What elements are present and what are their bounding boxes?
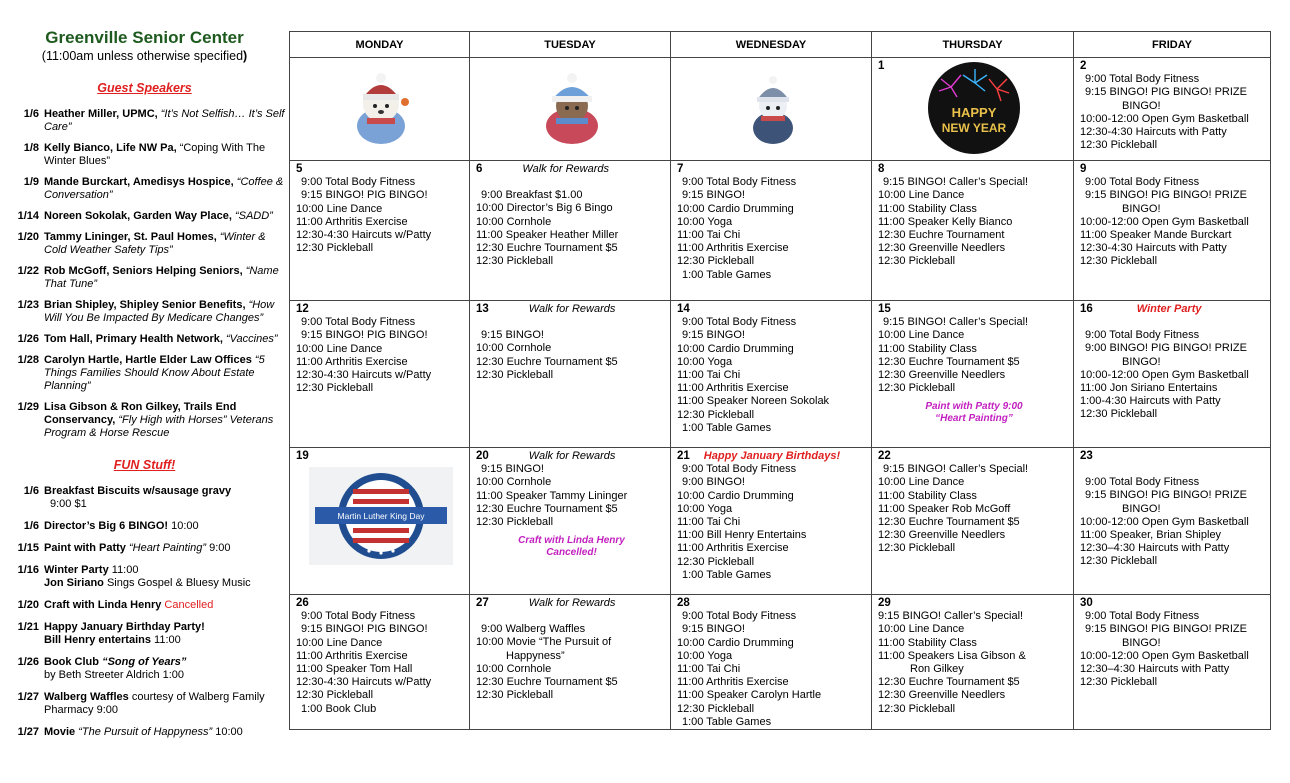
day-cell-9 — [1074, 161, 1271, 301]
event: 10:00 Cornhole — [476, 662, 552, 675]
event: 12:30 Euchre Tournament $5 — [476, 676, 618, 689]
day-title: Walk for Rewards — [528, 450, 616, 462]
event: 12:30 Pickleball — [476, 689, 554, 702]
event: 12:30 Euchre Tournament $5 — [878, 676, 1020, 689]
event: 12:30-4:30 Haircuts w/Patty — [296, 229, 432, 242]
day-number: 13 — [476, 303, 489, 315]
event: 11:00 Speaker Heather Miller — [476, 228, 619, 241]
day-number: 21 — [677, 450, 690, 462]
event: 10:00 Line Dance — [296, 202, 383, 215]
event: 11:00 Stability Class — [878, 636, 977, 649]
day-cell-28 — [671, 595, 872, 730]
header-friday: FRIDAY — [1074, 32, 1271, 58]
event: 9:00 BINGO! — [682, 476, 745, 489]
event: BINGO! — [1122, 202, 1161, 215]
day-cell-1 — [872, 58, 1074, 161]
day-title: Winter Party — [1136, 303, 1202, 315]
event: 12:30 Pickleball — [1080, 139, 1158, 152]
fun-entry: 1/26 Book Club “Song of Years” by Beth Streeter Aldrich 1:00 — [17, 656, 187, 681]
event: 12:30 Pickleball — [878, 382, 956, 395]
day-cell-19 — [290, 448, 470, 595]
event: 1:00 Table Games — [682, 568, 772, 581]
event: 12:30 Euchre Tournament $5 — [476, 355, 618, 368]
event: 9:15 BINGO! — [682, 623, 745, 636]
event: 10:00 Line Dance — [878, 189, 965, 202]
week-row-2 — [290, 161, 1271, 301]
event: 10:00 Yoga — [677, 215, 733, 228]
day-cell-12 — [290, 301, 470, 448]
bear-winter-illustration — [296, 60, 466, 156]
event: Ron Gilkey — [910, 663, 964, 676]
event: 9:15 BINGO! PIG BINGO! PRIZE — [1085, 189, 1247, 202]
center-subtitle: (11:00am unless otherwise specified) — [41, 49, 248, 63]
day-cell-14 — [671, 301, 872, 448]
day-number: 1 — [878, 60, 885, 72]
speaker-entry: 1/20 Tammy Lininger, St. Paul Homes, “Winter & Cold Weather Safety Tips” — [17, 231, 266, 256]
header-monday: MONDAY — [290, 32, 470, 58]
fun-stuff-heading: FUN Stuff! — [113, 458, 176, 472]
event: 9:15 BINGO! — [682, 189, 745, 202]
event: 12:30 Pickleball — [296, 689, 374, 702]
event: 9:00 Walberg Waffles — [481, 623, 586, 636]
day-cell-16 — [1074, 301, 1271, 448]
happy-new-year-illustration — [927, 61, 1021, 155]
event: 12:30 Euchre Tournament — [878, 229, 1005, 242]
day-title: Walk for Rewards — [528, 597, 616, 609]
event: 12:30 Euchre Tournament $5 — [476, 242, 618, 255]
day-number: 26 — [296, 597, 309, 609]
event: 11:00 Tai Chi — [677, 229, 741, 242]
event: 9:15 BINGO! PIG BINGO! PRIZE — [1085, 86, 1247, 99]
event: BINGO! — [1122, 502, 1161, 515]
event: 12:30 Euchre Tournament $5 — [476, 502, 618, 515]
event: 9:00 Total Body Fitness — [682, 610, 797, 623]
event: 12:30-4:30 Haircuts with Patty — [1080, 126, 1227, 139]
event: 11:00 Tai Chi — [677, 663, 741, 676]
event: 11:00 Jon Siriano Entertains — [1080, 382, 1218, 395]
ny-text-1: HAPPY — [951, 105, 997, 121]
event: 1:00-4:30 Haircuts with Patty — [1080, 395, 1221, 408]
day-number: 7 — [677, 163, 684, 175]
event: 10:00 Line Dance — [878, 329, 965, 342]
event: 10:00-12:00 Open Gym Basketball — [1080, 649, 1249, 662]
event: 10:00 Cardio Drumming — [677, 489, 794, 502]
fun-entry: 1/21 Happy January Birthday Party! Bill Henry entertains 11:00 — [17, 621, 205, 646]
event: 10:00 Line Dance — [878, 623, 965, 636]
event: 12:30 Greenville Needlers — [878, 529, 1006, 542]
event: 12:30 Pickleball — [677, 255, 755, 268]
speaker-entry: 1/23 Brian Shipley, Shipley Senior Benefits, “How Will You Be Impacted By Medicare Changes” — [17, 299, 275, 324]
day-number: 22 — [878, 450, 891, 462]
event: 9:15 BINGO! PIG BINGO! — [301, 623, 428, 636]
event: 11:00 Arthritis Exercise — [677, 242, 789, 255]
day-number: 28 — [677, 597, 690, 609]
event: 11:00 Speaker Rob McGoff — [878, 502, 1011, 515]
day-cell-art — [470, 58, 671, 161]
week-row-1 — [290, 58, 1271, 161]
day-cell-22 — [872, 448, 1074, 595]
mlk-day-badge — [309, 467, 453, 565]
day-cell-30 — [1074, 595, 1271, 730]
event: 12:30 Pickleball — [476, 368, 554, 381]
event: 9:15 BINGO! — [481, 463, 544, 476]
event: 11:00 Speaker, Brian Shipley — [1080, 529, 1222, 542]
event: Happyness” — [506, 649, 565, 662]
day-number: 23 — [1080, 450, 1093, 462]
event: 10:00 Yoga — [677, 502, 733, 515]
event: 10:00-12:00 Open Gym Basketball — [1080, 112, 1249, 125]
speaker-entry: 1/22 Rob McGoff, Seniors Helping Seniors, “Name That Tune” — [17, 265, 279, 290]
day-number: 30 — [1080, 597, 1093, 609]
event: 10:00 Yoga — [677, 649, 733, 662]
event: 10:00 Line Dance — [878, 476, 965, 489]
calendar-grid — [289, 31, 1271, 730]
sidebar — [0, 28, 289, 748]
event: 9:00 BINGO! PIG BINGO! PRIZE — [1085, 342, 1247, 355]
day-number: 20 — [476, 450, 489, 462]
event: 10:00 Line Dance — [296, 342, 383, 355]
fun-entry: 1/6 Director’s Big 6 BINGO! 10:00 — [23, 520, 199, 532]
event: 9:15 BINGO! PIG BINGO! — [301, 189, 428, 202]
day-cell-13 — [470, 301, 671, 448]
guest-speakers-list — [0, 108, 289, 440]
day-number: 12 — [296, 303, 309, 315]
event: 9:00 Total Body Fitness — [1085, 73, 1200, 86]
event: 10:00 Director’s Big 6 Bingo — [476, 202, 613, 215]
event: BINGO! — [1122, 636, 1161, 649]
event: 12:30 Pickleball — [476, 516, 554, 529]
header-thursday: THURSDAY — [872, 32, 1074, 58]
event: 10:00 Cornhole — [476, 215, 552, 228]
event: 9:15 BINGO! Caller’s Special! — [883, 316, 1029, 329]
day-cell-art — [671, 58, 872, 161]
event: 10:00-12:00 Open Gym Basketball — [1080, 515, 1249, 528]
event: 1:00 Table Games — [682, 715, 772, 728]
day-cell-15 — [872, 301, 1074, 448]
event: 12:30 Pickleball — [878, 255, 956, 268]
event: 12:30 Pickleball — [1080, 676, 1158, 689]
event: 12:30 Pickleball — [1080, 555, 1158, 568]
event: 11:00 Speaker Tammy Lininger — [476, 489, 628, 502]
craft-cancelled-note: Craft with Linda Henry Cancelled! — [518, 535, 625, 559]
event: 1:00 Book Club — [301, 702, 377, 715]
speaker-entry: 1/28 Carolyn Hartle, Hartle Elder Law Offices “5 Things Families Should Know About Estate Planning” — [17, 354, 265, 392]
event: BINGO! — [1122, 355, 1161, 368]
fun-entry: 1/16 Winter Party 11:00 Jon Siriano Sings Gospel & Bluesy Music — [17, 564, 251, 589]
event: 9:15 BINGO! Caller’s Special! — [878, 610, 1024, 623]
event: 12:30 Pickleball — [878, 702, 956, 715]
event: 9:15 BINGO! PIG BINGO! PRIZE — [1085, 489, 1247, 502]
event: 10:00 Cardio Drumming — [677, 636, 794, 649]
guest-speakers-heading: Guest Speakers — [97, 81, 192, 95]
weekday-header-row — [290, 32, 1271, 58]
day-cell-21 — [671, 448, 872, 595]
event: 9:00 Total Body Fitness — [682, 176, 797, 189]
event: 12:30 Pickleball — [878, 542, 956, 555]
day-number: 15 — [878, 303, 891, 315]
fun-entry: 1/27 Walberg Waffles courtesy of Walberg Family Pharmacy 9:00 — [17, 691, 265, 716]
day-cell-27 — [470, 595, 671, 730]
event: 9:00 Total Body Fitness — [301, 610, 416, 623]
event: 12:30-4:30 Haircuts w/Patty — [296, 369, 432, 382]
event: 11:00 Arthritis Exercise — [296, 215, 408, 228]
event: 1:00 Table Games — [682, 421, 772, 434]
day-cell-26 — [290, 595, 470, 730]
event: 9:00 Total Body Fitness — [682, 316, 797, 329]
paint-with-patty-note: Paint with Patty 9:00 “Heart Painting” — [925, 401, 1023, 425]
speaker-entry: 1/29 Lisa Gibson & Ron Gilkey, Trails End Conservancy, “Fly High with Horses” Veterans Program & Horse Rescue — [17, 401, 274, 439]
fun-entry: 1/6 Breakfast Biscuits w/sausage gravy 9:00 $1 — [23, 485, 232, 510]
event: 9:00 Total Body Fitness — [301, 176, 416, 189]
speaker-entry: 1/9 Mande Burckart, Amedisys Hospice, “Coffee & Conversation” — [23, 176, 284, 201]
day-number: 16 — [1080, 303, 1093, 315]
event: 11:00 Speaker Tom Hall — [296, 663, 413, 676]
event: 12:30 Euchre Tournament $5 — [878, 355, 1020, 368]
event: 12:30 Greenville Needlers — [878, 369, 1006, 382]
event: 11:00 Arthritis Exercise — [677, 676, 789, 689]
event: 12:30-4:30 Haircuts w/Patty — [296, 676, 432, 689]
event: 12:30 Pickleball — [1080, 408, 1158, 421]
event: 12:30 Pickleball — [677, 555, 755, 568]
day-number: 14 — [677, 303, 690, 315]
event: 10:00 Line Dance — [296, 636, 383, 649]
event: 12:30–4:30 Haircuts with Patty — [1080, 542, 1230, 555]
event: 12:30 Pickleball — [677, 408, 755, 421]
event: 11:00 Stability Class — [878, 342, 977, 355]
week-row-3 — [290, 301, 1271, 448]
speaker-entry: 1/26 Tom Hall, Primary Health Network, “Vaccines” — [17, 333, 278, 345]
event: 12:30–4:30 Haircuts with Patty — [1080, 663, 1230, 676]
event: 11:00 Arthritis Exercise — [677, 542, 789, 555]
event: 12:30 Greenville Needlers — [878, 242, 1006, 255]
day-title: Happy January Birthdays! — [703, 450, 841, 462]
event: 9:15 BINGO! Caller’s Special! — [883, 463, 1029, 476]
day-cell-23 — [1074, 448, 1271, 595]
event: 10:00 Cornhole — [476, 342, 552, 355]
speaker-entry: 1/14 Noreen Sokolak, Garden Way Place, “SADD” — [17, 210, 273, 222]
fun-entry: 1/20 Craft with Linda Henry Cancelled — [17, 599, 214, 611]
event: 12:30 Pickleball — [296, 242, 374, 255]
event: 11:00 Speaker Kelly Bianco — [878, 215, 1013, 228]
event: 12:30-4:30 Haircuts with Patty — [1080, 242, 1227, 255]
bunny-winter-illustration — [677, 60, 868, 156]
event: 9:00 Total Body Fitness — [1085, 610, 1200, 623]
day-cell-art — [290, 58, 470, 161]
event: 12:30 Pickleball — [1080, 255, 1158, 268]
day-number: 6 — [476, 163, 483, 175]
day-title: Walk for Rewards — [522, 163, 610, 175]
event: 11:00 Arthritis Exercise — [296, 355, 408, 368]
event: 10:00 Yoga — [677, 355, 733, 368]
speaker-entry: 1/6 Heather Miller, UPMC, “It’s Not Selfish… It’s Self Care” — [23, 108, 285, 133]
day-cell-6 — [470, 161, 671, 301]
header-wednesday: WEDNESDAY — [671, 32, 872, 58]
day-cell-8 — [872, 161, 1074, 301]
event: 9:15 BINGO! Caller’s Special! — [883, 176, 1029, 189]
event: 11:00 Tai Chi — [677, 516, 741, 529]
fun-entry: 1/27 Movie “The Pursuit of Happyness” 10:00 — [17, 726, 243, 738]
week-row-5 — [290, 595, 1271, 730]
hedgehog-winter-illustration — [476, 60, 667, 156]
day-number: 8 — [878, 163, 885, 175]
event: 11:00 Arthritis Exercise — [677, 382, 789, 395]
day-cell-29 — [872, 595, 1074, 730]
event: 12:30 Greenville Needlers — [878, 689, 1006, 702]
event: 10:00 Cardio Drumming — [677, 342, 794, 355]
day-number: 19 — [296, 450, 309, 462]
event: 9:15 BINGO! PIG BINGO! — [301, 329, 428, 342]
event: 11:00 Speaker Noreen Sokolak — [677, 395, 830, 408]
event: 1:00 Table Games — [682, 268, 772, 281]
event: 9:00 Total Body Fitness — [1085, 476, 1200, 489]
event: 9:00 Total Body Fitness — [682, 463, 797, 476]
event: 10:00 Cornhole — [476, 476, 552, 489]
event: 9:15 BINGO! PIG BINGO! PRIZE — [1085, 623, 1247, 636]
event: 11:00 Speakers Lisa Gibson & — [878, 649, 1026, 662]
header-tuesday: TUESDAY — [470, 32, 671, 58]
day-cell-5 — [290, 161, 470, 301]
event: 9:00 Total Body Fitness — [1085, 329, 1200, 342]
event: 9:00 Total Body Fitness — [301, 316, 416, 329]
day-cell-20 — [470, 448, 671, 595]
event: 11:00 Stability Class — [878, 489, 977, 502]
event: 9:00 Breakfast $1.00 — [481, 189, 583, 202]
event: 11:00 Speaker Mande Burckart — [1080, 229, 1232, 242]
center-title: Greenville Senior Center — [45, 28, 244, 47]
day-number: 27 — [476, 597, 489, 609]
event: 11:00 Arthritis Exercise — [296, 649, 408, 662]
event: 12:30 Pickleball — [296, 382, 374, 395]
event: 10:00 Movie “The Pursuit of — [476, 636, 612, 649]
event: 9:15 BINGO! — [682, 329, 745, 342]
day-number: 5 — [296, 163, 303, 175]
fun-stuff-list — [0, 485, 289, 739]
day-number: 29 — [878, 597, 891, 609]
day-number: 2 — [1080, 60, 1087, 72]
event: 11:00 Speaker Carolyn Hartle — [677, 689, 822, 702]
ny-text-2: NEW YEAR — [941, 121, 1007, 136]
day-cell-2 — [1074, 58, 1271, 161]
event: 12:30 Pickleball — [476, 255, 554, 268]
day-number: 9 — [1080, 163, 1087, 175]
event: 11:00 Bill Henry Entertains — [677, 529, 807, 542]
fun-entry: 1/15 Paint with Patty “Heart Painting” 9:00 — [17, 542, 231, 554]
event: BINGO! — [1122, 99, 1161, 112]
event: 10:00-12:00 Open Gym Basketball — [1080, 368, 1249, 381]
event: 11:00 Stability Class — [878, 202, 977, 215]
event: 12:30 Euchre Tournament $5 — [878, 516, 1020, 529]
day-title: Walk for Rewards — [528, 303, 616, 315]
event: 10:00-12:00 Open Gym Basketball — [1080, 215, 1249, 228]
event: 12:30 Pickleball — [677, 702, 755, 715]
event: 9:00 Total Body Fitness — [1085, 176, 1200, 189]
speaker-entry: 1/8 Kelly Bianco, Life NW Pa, “Coping With The Winter Blues” — [23, 142, 266, 167]
day-cell-7 — [671, 161, 872, 301]
mlk-text: Martin Luther King Day — [337, 511, 425, 522]
event: 10:00 Cardio Drumming — [677, 202, 794, 215]
event: 9:15 BINGO! — [481, 329, 544, 342]
event: 11:00 Tai Chi — [677, 369, 741, 382]
week-row-4 — [290, 448, 1271, 595]
